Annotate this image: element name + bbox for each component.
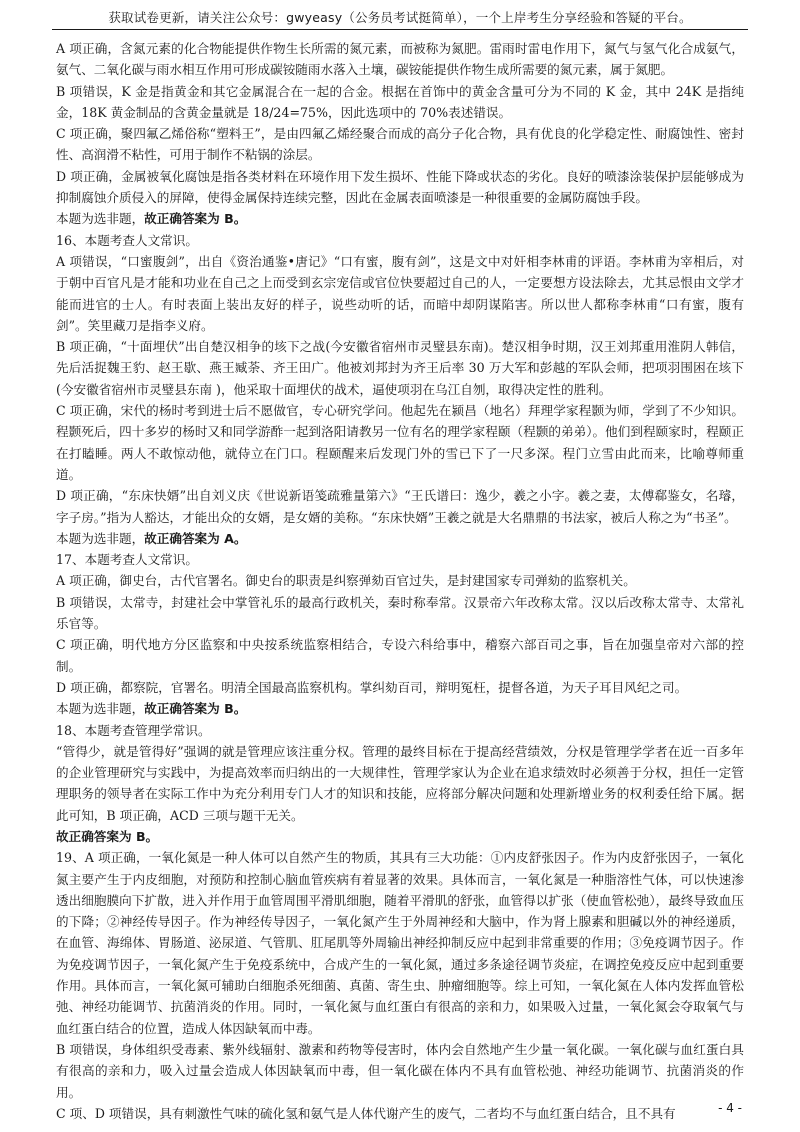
correct-answer: 故正确答案为 B。 xyxy=(144,701,247,717)
answer-line: 本题为选非题，故正确答案为 A。 xyxy=(56,530,247,546)
page-number: - 4 - xyxy=(718,1101,742,1115)
answer-line xyxy=(56,826,744,847)
paragraph: B 项错误，身体组织受毒素、紫外线辐射、激素和药物等侵害时，体内会自然地产生少量一氧化碳。一氧化碳与血红蛋白具有很高的亲和力，吸入过量会造成人体因缺氧而中毒，但一氧化碳在体内不具有血管松弛、神经功能调节、抗菌消炎的作用。 xyxy=(56,1041,744,1100)
correct-answer: 故正确答案为 A。 xyxy=(144,530,247,546)
header-divider xyxy=(52,29,748,30)
paragraph: 19、A 项正确，一氧化氮是一种人体可以自然产生的物质，其具有三大功能：①内皮舒张因子。作为内皮舒张因子，一氧化氮主要产生于内皮细胞，对预防和控制心脑血管疾病有着显著的效果。具体而言，一氧化氮是一种脂溶性气体，可以快速渗透出细胞膜向下扩散，进入并作用于血管周围平滑肌细胞，随着平滑肌的舒张，血管得以扩张（使血管松弛），最终导致血压的下降；②神经传导因子。作为神经传导因子，一氧化氮产生于外周神经和大脑中，作为肾上腺素和胆碱以外的神经递质，在血管、海绵体、胃肠道、泌尿道、气管肌、肛尾肌等外周输出神经抑制反应中起到非常重要的作用；③免疫调节因子。作为免疫调节因子，一氧化氮产生于免疫系统中，合成产生的一氧化氮，通过多条途径调节炎症，在调控免疫反应中起到重要作用。具体而言，一氧化氮可辅助白细胞杀死细菌、真菌、寄生虫、肿瘤细胞等。综上可知，一氧化氮在人体内发挥血管松弛、神经功能调节、抗菌消炎的作用。同时，一氧化氮与血红蛋白有很高的亲和力，如果吸入过量，一氧化氮会夺取氧气与血红蛋白结合的位置，造成人体因缺氧而中毒。 xyxy=(56,850,744,1036)
question-heading: 16、本题考查人文常识。 xyxy=(56,232,198,248)
paragraph: B 项错误，K 金是指黄金和其它金属混合在一起的合金。根据在首饰中的黄金含量可分为不同的 K 金，其中 24K 是指纯金，18K 黄金制品的含黄金量就是 18/24=75%，因此选项中的 70%表述错误。 xyxy=(56,83,744,120)
paragraph: C 项正确，聚四氟乙烯俗称“塑料王”，是由四氟乙烯经聚合而成的高分子化合物，具有优良的化学稳定性、耐腐蚀性、密封性、高润滑不粘性，可用于制作不粘锅的涂层。 xyxy=(56,126,744,163)
document-body xyxy=(56,38,744,1124)
question-heading: 18、本题考查管理学常识。 xyxy=(56,722,211,738)
paragraph: B 项错误，太常寺，封建社会中掌管礼乐的最高行政机关，秦时称奉常。汉景帝六年改称太常。汉以后改称太常寺、太常礼乐官等。 xyxy=(56,594,744,632)
paragraph: B 项正确，“十面埋伏”出自楚汉相争的垓下之战(今安徽省宿州市灵璧县东南)。楚汉相争时期，汉王刘邦重用淮阴人韩信，先后活捉魏王豹、赵王歇、燕王臧荼、齐王田广。他被刘邦封为齐王后率 30 万大军和彭越的军队会师，把项羽围困在垓下(今安徽省宿州市灵璧县东南 )，他采取十面埋伏的战术，逼使项羽在乌江自刎，取得决定性的胜利。 xyxy=(56,339,744,397)
paragraph: D 项正确，都察院，官署名。明清全国最高监察机构。掌纠劾百司，辩明冤枉，提督各道，为天子耳目风纪之司。 xyxy=(56,679,688,695)
correct-answer: 故正确答案为 B。 xyxy=(56,828,159,844)
correct-answer: 故正确答案为 B。 xyxy=(144,211,247,227)
paragraph: D 项正确，“东床快婿”出自刘义庆《世说新语笺疏雅量第六》“王氏谱曰：逸少，羲之小字。羲之妻，太傅郗鉴女，名璿，字子房。”指为人豁达，才能出众的女婿，是女婿的美称。“东床快婿”王羲之就是大名鼎鼎的书法家，被后人称之为“书圣”。 xyxy=(56,488,744,525)
paragraph: C 项正确，明代地方分区监察和中央按系统监察相结合，专设六科给事中，稽察六部百司之事，旨在加强皇帝对六部的控制。 xyxy=(56,637,744,674)
paragraph: A 项正确，御史台，古代官署名。御史台的职责是纠察弹劾百官过失，是封建国家专司弹劾的监察机关。 xyxy=(56,573,636,589)
question-heading: 17、本题考查人文常识。 xyxy=(56,552,198,568)
paragraph: “管得少，就是管得好”强调的就是管理应该注重分权。管理的最终目标在于提高经营绩效，分权是管理学学者在近一百多年的企业管理研究与实践中，为提高效率而归纳出的一大规律性，管理学家认为企业在追求绩效时必须善于分权，担任一定管理职务的领导者在实际工作中为充分利用专门人才的知识和技能，应将部分解决问题和处理新增业务的权利委任给下属。据此可知，B 项正确，ACD 三项与题干无关。 xyxy=(56,743,744,823)
page-header: 获取试卷更新，请关注公众号：gwyeasy（公务员考试挺简单），一个上岸考生分享经验和答疑的平台。 xyxy=(108,10,692,25)
paragraph: C 项正确，宋代的杨时考到进士后不愿做官，专心研究学问。他起先在颍昌（地名）拜理学家程颢为师，学到了不少知识。程颢死后，四十多岁的杨时又和同学游酢一起到洛阳请教另一位有名的理学家程颐（程颢的弟弟）。他们到程颐家时，程颐正在打瞌睡。两人不敢惊动他，就侍立在门口。程颐醒来后发现门外的雪已下了一尺多深。程门立雪由此而来，比喻尊师重道。 xyxy=(56,403,744,482)
answer-line: 本题为选非题，故正确答案为 B。 xyxy=(56,701,247,717)
paragraph: A 项错误，“口蜜腹剑”，出自《资治通鉴•唐记》“口有蜜，腹有剑”，这是文中对奸相李林甫的评语。李林甫为宰相后，对于朝中百官凡是才能和功业在自己之上而受到玄宗宠信或官位快要超过自己的人，一定要想方设法除去，尤其忌恨由文学才能而进官的士人。有时表面上装出友好的样子，说些动听的话，而暗中却阴谋陷害。所以世人都称李林甫“口有蜜，腹有剑”。笑里藏刀是指李义府。 xyxy=(56,253,744,333)
paragraph: D 项正确，金属被氧化腐蚀是指各类材料在环境作用下发生损坏、性能下降或状态的劣化。良好的喷漆涂装保护层能够成为抑制腐蚀介质侵入的屏障，使得金属保持连续完整，因此在金属表面喷漆是一种很重要的金属防腐蚀手段。 xyxy=(56,168,744,206)
answer-line: 本题为选非题，故正确答案为 B。 xyxy=(56,211,247,227)
paragraph: A 项正确，含氮元素的化合物能提供作物生长所需的氮元素，而被称为氮肥。雷雨时雷电作用下，氮气与氢气化合成氨气，氨气、二氧化碳与雨水相互作用可形成碳铵随雨水落入土壤，碳铵能提供作物生成所需要的氮元素，属于氮肥。 xyxy=(56,41,744,78)
paragraph: C 项、D 项错误，具有刺激性气味的硫化氢和氨气是人体代谢产生的废气，二者均不与血红蛋白结合，且不具有 xyxy=(56,1105,676,1121)
